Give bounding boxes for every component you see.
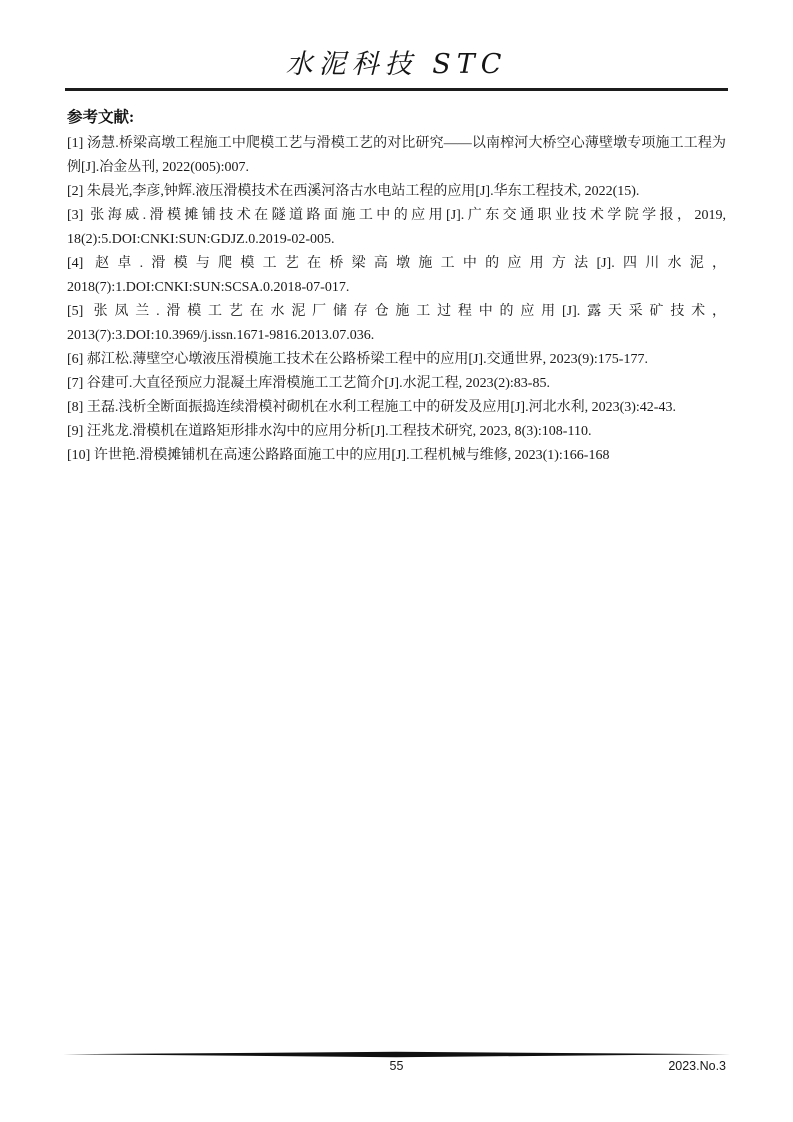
reference-line: [2] 朱晨光,李彦,钟辉.液压滑模技术在西溪河洛古水电站工程的应用[J].华东工程技术, 2022(15). — [67, 184, 640, 199]
reference-line: [10] 许世艳.滑模摊铺机在高速公路路面施工中的应用[J].工程机械与维修, 2023(1):166-168 — [67, 448, 610, 463]
reference-line: [9] 汪兆龙.滑模机在道路矩形排水沟中的应用分析[J].工程技术研究, 2023, 8(3):108-110. — [67, 424, 592, 439]
reference-item — [67, 300, 726, 348]
reference-line: 2013(7):3.DOI:10.3969/j.issn.1671-9816.2013.07.036. — [67, 328, 375, 343]
journal-title: 水泥科技 STC — [285, 49, 508, 80]
reference-item — [67, 348, 726, 372]
references-section — [67, 104, 726, 468]
reference-item — [67, 372, 726, 396]
reference-line: 例[J].冶金丛刊, 2022(005):007. — [67, 160, 249, 175]
footer-decorative-rule — [63, 1051, 730, 1058]
header-rule — [65, 88, 728, 91]
reference-line: [4] 赵卓.滑模与爬模工艺在桥梁高墩施工中的应用方法[J].四川水泥， — [67, 256, 726, 271]
reference-item — [67, 204, 726, 252]
reference-item — [67, 396, 726, 420]
reference-line: [3] 张海威.滑模摊铺技术在隧道路面施工中的应用[J].广东交通职业技术学院学报，2019, — [67, 208, 726, 223]
references-list — [67, 132, 726, 468]
reference-item — [67, 180, 726, 204]
reference-line: [5] 张凤兰.滑模工艺在水泥厂储存仓施工过程中的应用[J].露天采矿技术， — [67, 304, 726, 319]
page-number: 55 — [389, 1059, 404, 1073]
reference-item — [67, 252, 726, 300]
reference-line: 18(2):5.DOI:CNKI:SUN:GDJZ.0.2019-02-005. — [67, 232, 335, 247]
issue-label: 2023.No.3 — [668, 1059, 726, 1073]
references-heading: 参考文献: — [67, 109, 135, 126]
reference-line: 2018(7):1.DOI:CNKI:SUN:SCSA.0.2018-07-017. — [67, 280, 350, 295]
reference-line: [6] 郝江松.薄壁空心墩液压滑模施工技术在公路桥梁工程中的应用[J].交通世界, 2023(9):175-177. — [67, 352, 648, 367]
reference-line: [8] 王磊.浅析全断面振捣连续滑模衬砌机在水利工程施工中的研发及应用[J].河北水利, 2023(3):42-43. — [67, 400, 676, 415]
reference-line: [1] 汤慧.桥梁高墩工程施工中爬模工艺与滑模工艺的对比研究——以南榨河大桥空心薄壁墩专项施工工程为 — [67, 136, 726, 151]
reference-item — [67, 420, 726, 444]
reference-item — [67, 132, 726, 180]
reference-line: [7] 谷建可.大直径预应力混凝土库滑模施工工艺简介[J].水泥工程, 2023(2):83-85. — [67, 376, 550, 391]
reference-item — [67, 444, 726, 468]
